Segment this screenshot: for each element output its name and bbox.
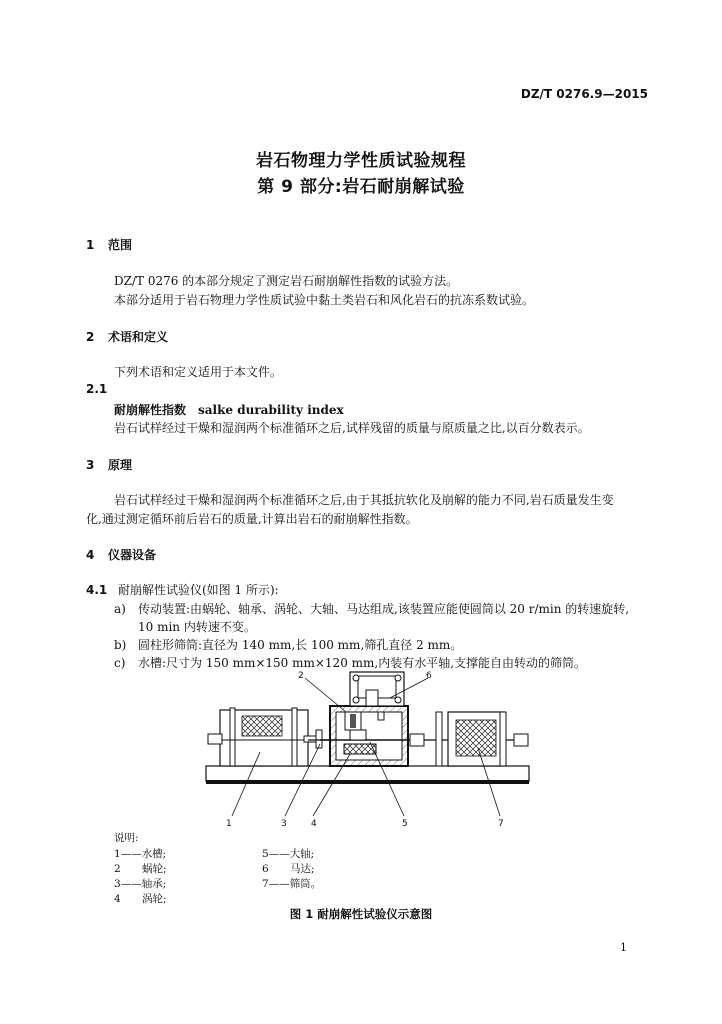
base-plate	[206, 766, 529, 781]
callout-1: 1	[226, 819, 232, 828]
title-line-1: 岩石物理力学性质试验规程	[256, 151, 466, 171]
term-heading: 耐崩解性指数 salke durability index	[114, 403, 344, 417]
legend-item-5: 5——大轴;	[262, 848, 315, 860]
section-1-para-1: DZ/T 0276 的本部分规定了测定岩石耐崩解性指数的试验方法。	[114, 274, 459, 288]
apparatus-diagram	[200, 668, 540, 828]
legend-item-2: 2 蜗轮;	[114, 863, 167, 875]
subsection-4-1: 4.1 耐崩解性试验仪(如图 1 所示):	[86, 583, 279, 597]
document-number: DZ/T 0276.9—2015	[520, 87, 648, 101]
legend-item-7: 7——筛筒。	[262, 878, 322, 890]
legend-item-3: 3——轴承;	[114, 878, 167, 890]
section-3-para-1: 岩石试样经过干燥和湿润两个标准循环之后,由于其抵抗软化及崩解的能力不同,岩石质量发生变	[114, 493, 614, 507]
section-2-heading: 2 术语和定义	[86, 330, 169, 344]
section-3-para-2: 化,通过测定循环前后岩石的质量,计算出岩石的耐崩解性指数。	[86, 512, 418, 526]
term-definition: 岩石试样经过干燥和湿润两个标准循环之后,试样残留的质量与原质量之比,以百分数表示。	[114, 421, 590, 435]
list-item-c: c) 水槽:尺寸为 150 mm×150 mm×120 mm,内装有水平轴,支撑能自由转动的筛筒。	[114, 656, 587, 670]
section-3-heading: 3 原理	[86, 458, 133, 472]
section-2-para-1: 下列术语和定义适用于本文件。	[114, 365, 283, 379]
figure-caption: 图 1 耐崩解性试验仪示意图	[289, 907, 433, 921]
section-1-heading: 1 范围	[86, 238, 133, 252]
legend-item-6: 6 马达;	[262, 863, 315, 875]
legend-title: 说明:	[114, 832, 139, 844]
list-item-a-cont: 10 min 内转速不变。	[138, 620, 256, 634]
list-item-b: b) 圆柱形筛筒:直径为 140 mm,长 100 mm,筛孔直径 2 mm。	[114, 638, 463, 652]
callout-4: 4	[311, 819, 317, 828]
legend-item-4: 4 涡轮;	[114, 893, 167, 905]
legend-item-1: 1——水槽;	[114, 848, 167, 860]
page-number: 1	[620, 941, 627, 954]
base-bottom	[206, 780, 529, 784]
callout-2: 2	[298, 671, 304, 681]
left-sieve-drum	[242, 716, 282, 736]
section-1-para-2: 本部分适用于岩石物理力学性质试验中黏土类岩石和风化岩石的抗冻系数试验。	[114, 293, 535, 307]
term-number: 2.1	[86, 382, 108, 396]
callout-6: 6	[426, 671, 432, 681]
sieve-drum	[456, 720, 496, 756]
title-line-2: 第 9 部分:岩石耐崩解试验	[257, 177, 465, 197]
section-4-heading: 4 仪器设备	[86, 548, 157, 562]
list-item-a: a) 传动装置:由蜗轮、轴承、涡轮、大轴、马达组成,该装置应能使圆筒以 20 r/min 的转速旋转,	[114, 602, 630, 616]
callout-3: 3	[281, 819, 287, 828]
callout-7: 7	[498, 819, 504, 828]
callout-5: 5	[402, 819, 408, 828]
